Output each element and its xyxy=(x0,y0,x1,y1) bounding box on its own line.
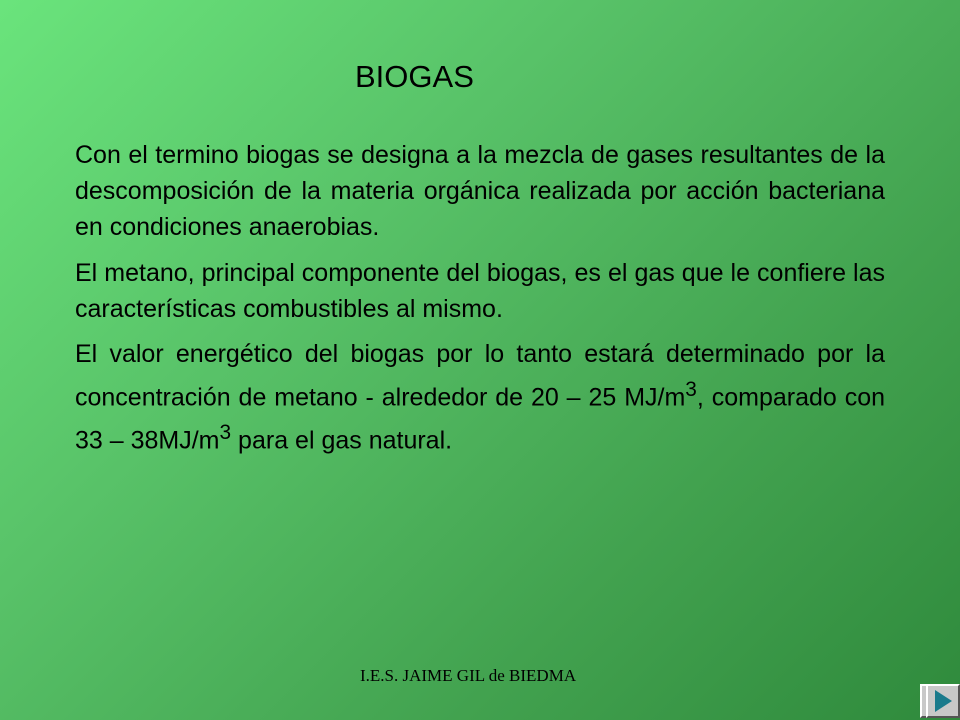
slide-body xyxy=(75,137,885,469)
next-button[interactable] xyxy=(926,684,960,718)
energy-text-2: , comparado con 33 – 38MJ/m xyxy=(75,383,886,455)
paragraph-methane: El metano, principal componente del biogas, es el gas que le confiere las características combustibles al mismo. xyxy=(75,259,885,323)
next-arrow-icon xyxy=(928,686,958,716)
paragraph-definition: Con el termino biogas se designa a la mezcla de gases resultantes de la descomposición de la materia orgánica realizada por acción bacteriana en condiciones anaerobias. xyxy=(75,141,885,241)
energy-text-3: para el gas natural. xyxy=(231,426,453,455)
superscript-3: 3 xyxy=(219,421,232,445)
slide-title: BIOGAS xyxy=(355,59,474,94)
paragraph-energy-value xyxy=(75,336,885,459)
superscript-3: 3 xyxy=(685,378,697,401)
energy-text-1: El valor energético del biogas por lo tanto estará determinado por la concentración de metano - alrededor de 20 – 25 MJ/m xyxy=(75,340,885,412)
footer-school-name: I.E.S. JAIME GIL de BIEDMA xyxy=(360,666,577,685)
